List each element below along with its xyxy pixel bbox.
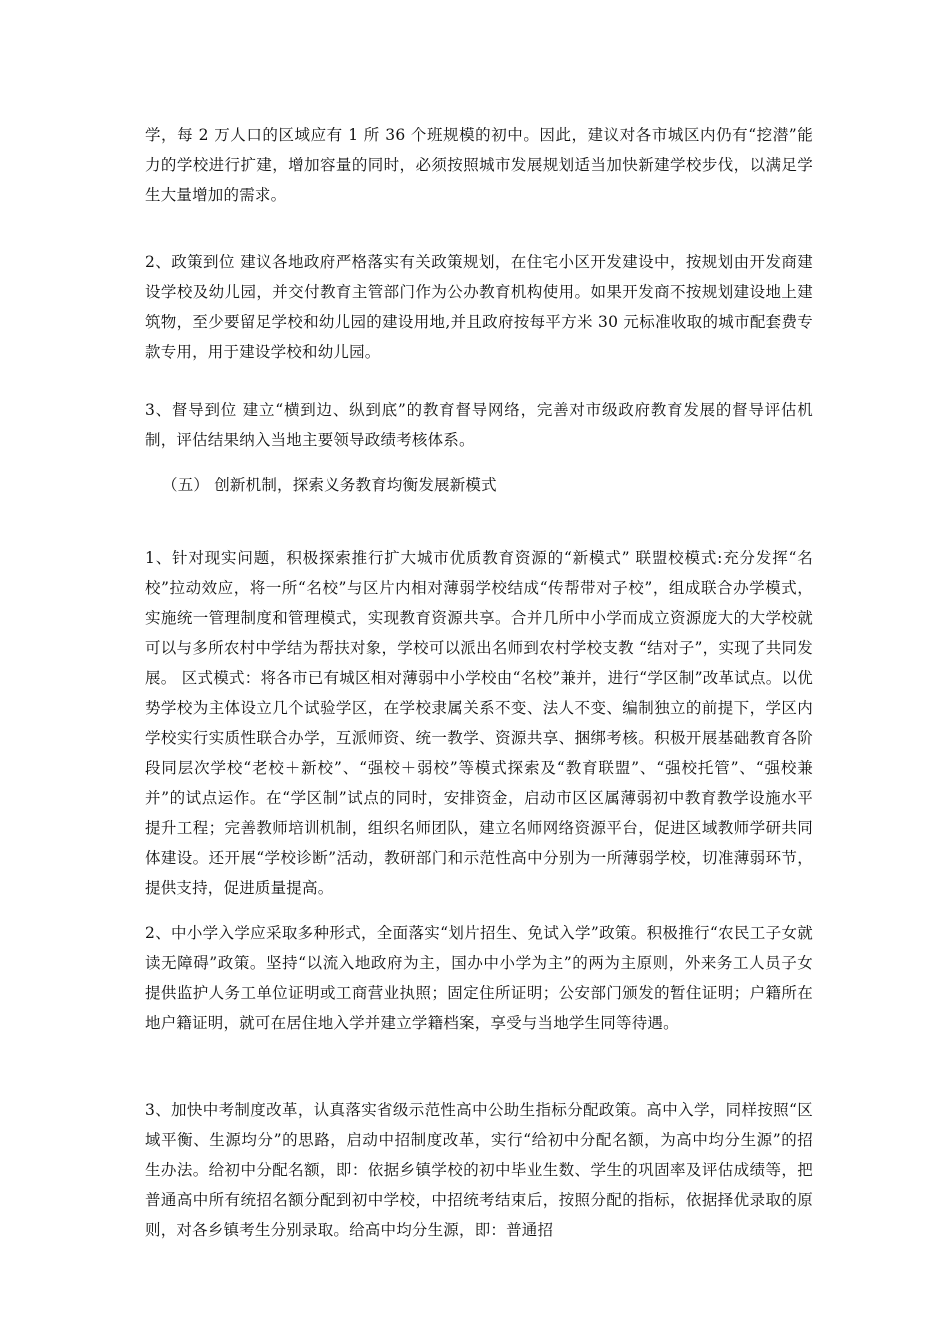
paragraph-intro-continuation: 学，每 2 万人口的区域应有 1 所 36 个班规模的初中。因此，建议对各市城区内仍有“挖潜”能力的学校进行扩建，增加容量的同时，必须按照城市发展规划适当加快新建学校步伐，以满足学生大量增加的需求。 — [145, 126, 813, 204]
paragraph-enrollment: 2、中小学入学应采取多种形式，全面落实“划片招生、免试入学”政策。积极推行“农民工子女就读无障碍”政策。坚持“以流入地政府为主，国办中小学为主”的两为主原则，外来务工人员子女提供监护人务工单位证明或工商营业执照；固定住所证明；公安部门颁发的暂住证明；户籍所在地户籍证明，就可在居住地入学并建立学籍档案，享受与当地学生同等待遇。 — [145, 924, 813, 1032]
paragraph-supervision-in-place: 3、督导到位 建立“横到边、纵到底”的教育督导网络，完善对市级政府教育发展的督导评估机制，评估结果纳入当地主要领导政绩考核体系。 — [145, 401, 813, 449]
paragraph-policy-in-place: 2、政策到位 建议各地政府严格落实有关政策规划，在住宅小区开发建设中，按规划由开发商建设学校及幼儿园，并交付教育主管部门作为公办教育机构使用。如果开发商不按规划建设地上建筑物，至少要留足学校和幼儿园的建设用地,并且政府按每平方米 30 元标准收取的城市配套费专款专用，用于建设学校和幼儿园。 — [145, 253, 813, 361]
paragraph-new-model: 1、针对现实问题，积极探索推行扩大城市优质教育资源的“新模式” 联盟校模式:充分发挥“名校”拉动效应，将一所“名校”与区片内相对薄弱学校结成“传帮带对子校”，组成联合办学模式，实施统一管理制度和管理模式，实现教育资源共享。合并几所中小学而成立资源庞大的大学校就可以与多所农村中学结为帮扶对象，学校可以派出名师到农村学校支教 “结对子”，实现了共同发展。 区式模式：将各市已有城区相对薄弱中小学校由“名校”兼并，进行“学区制”改革试点。以优势学校为主体设立几个试验学区，在学校隶属关系不变、法人不变、编制独立的前提下，学区内学校实行实质性联合办学，互派师资、统一教学、资源共享、捆绑考核。积极开展基础教育各阶段同层次学校“老校＋新校”、“强校＋弱校”等模式探索及“教育联盟”、“强校托管”、“强校兼并”的试点运作。在“学区制”试点的同时，安排资金，启动市区区属薄弱初中教育教学设施水平提升工程；完善教师培训机制，组织名师团队，建立名师网络资源平台，促进区域教师学研共同体建设。还开展“学校诊断”活动，教研部门和示范性高中分别为一所薄弱学校，切准薄弱环节，提供支持，促进质量提高。 — [145, 549, 813, 897]
paragraph-exam-reform: 3、加快中考制度改革，认真落实省级示范性高中公助生指标分配政策。高中入学，同样按照“区域平衡、生源均分”的思路，启动中招制度改革，实行“给初中分配名额，为高中均分生源”的招生办法。给初中分配名额，即：依据乡镇学校的初中毕业生数、学生的巩固率及评估成绩等，把普通高中所有统招名额分配到初中学校，中招统考结束后，按照分配的指标，依据择优录取的原则，对各乡镇考生分别录取。给高中均分生源，即：普通招 — [145, 1101, 813, 1239]
section-heading-five: （五） 创新机制，探索义务教育均衡发展新模式 — [162, 476, 497, 494]
